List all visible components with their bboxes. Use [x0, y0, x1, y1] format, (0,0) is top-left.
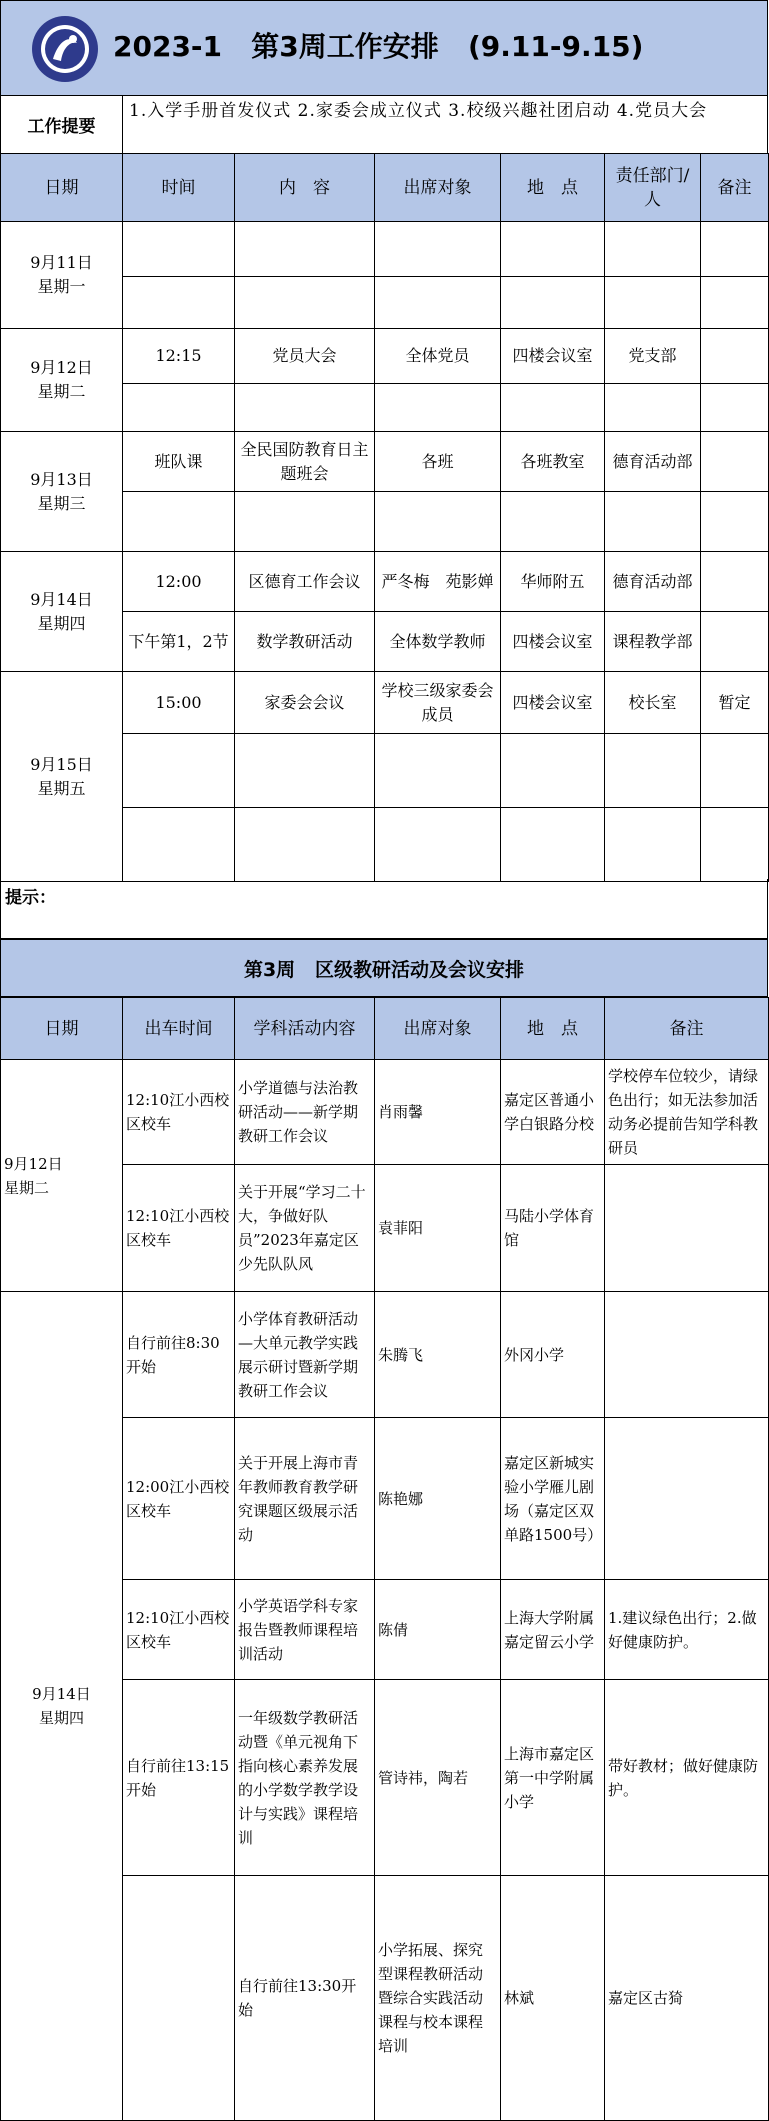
- content-cell: 小学拓展、探究型课程教研活动暨综合实践活动课程与校本课程培训: [375, 1876, 501, 2121]
- table-row: [1, 432, 769, 492]
- note-cell: 带好教材；做好健康防护。: [605, 1680, 769, 1876]
- dept-cell: 校长室: [605, 672, 701, 734]
- time-cell: 12:10江小西校区校车: [123, 1580, 235, 1680]
- col-header: 出席对象: [375, 154, 501, 222]
- note-cell: [605, 1165, 769, 1292]
- col-header: 日期: [1, 998, 123, 1060]
- table-row: [1, 1292, 769, 1418]
- table-row: [1, 222, 769, 277]
- table-row: [1, 329, 769, 384]
- attendees-cell: 严冬梅 苑影婵: [375, 552, 501, 612]
- col-header: 地 点: [501, 998, 605, 1060]
- date-cell: 9月12日 星期二: [1, 329, 123, 432]
- date-cell: 9月15日 星期五: [1, 672, 123, 882]
- location-cell: 上海大学附属嘉定留云小学: [501, 1580, 605, 1680]
- attendees-cell: 肖雨馨: [375, 1060, 501, 1165]
- note-cell: 学校停车位较少，请绿色出行；如无法参加活动务必提前告知学科教研员: [605, 1060, 769, 1165]
- location-cell: 各班教室: [501, 432, 605, 492]
- district-activities-table: [0, 997, 769, 2121]
- date-cell: 9月11日 星期一: [1, 222, 123, 329]
- location-cell: 四楼会议室: [501, 672, 605, 734]
- note-cell: 1.建议绿色出行；2.做好健康防护。: [605, 1580, 769, 1680]
- table-header-row: [1, 154, 769, 222]
- attendees-cell: 朱腾飞: [375, 1292, 501, 1418]
- content-cell: 一年级数学教研活动暨《单元视角下指向核心素养发展的小学数学教学设计与实践》课程培训: [235, 1680, 375, 1876]
- attendees-cell: 全体党员: [375, 329, 501, 384]
- time-cell: 12:00: [123, 552, 235, 612]
- table-header-row: [1, 998, 769, 1060]
- time-cell: 12:15: [123, 329, 235, 384]
- table-row: [1, 552, 769, 612]
- content-cell: 小学道德与法治教研活动——新学期教研工作会议: [235, 1060, 375, 1165]
- location-cell: 嘉定区古猗: [605, 1876, 769, 2121]
- time-cell: 自行前往13:30开始: [235, 1876, 375, 2121]
- content-cell: 关于开展“学习二十大，争做好队员”2023年嘉定区少先队队风: [235, 1165, 375, 1292]
- time-cell: 班队课: [123, 432, 235, 492]
- weekly-schedule-table: [0, 153, 769, 882]
- time-cell: 15:00: [123, 672, 235, 734]
- col-header: 责任部门/人: [605, 154, 701, 222]
- table-row: [1, 1060, 769, 1165]
- col-header: 出车时间: [123, 998, 235, 1060]
- location-cell: 嘉定区普通小学白银路分校: [501, 1060, 605, 1165]
- time-cell: 12:00江小西校区校车: [123, 1418, 235, 1580]
- table-row: [1, 672, 769, 734]
- attendees-cell: 陈倩: [375, 1580, 501, 1680]
- note-cell: 暂定: [701, 672, 769, 734]
- district-activities-title: 第3周 区级教研活动及会议安排: [0, 939, 768, 997]
- note-cell: [605, 1418, 769, 1580]
- col-header: 备注: [605, 998, 769, 1060]
- location-cell: 嘉定区新城实验小学雁儿剧场（嘉定区双单路1500号）: [501, 1418, 605, 1580]
- col-header: 出席对象: [375, 998, 501, 1060]
- location-cell: 华师附五: [501, 552, 605, 612]
- note-cell: [701, 329, 769, 384]
- dept-cell: 课程教学部: [605, 612, 701, 672]
- date-cell: 9月13日 星期三: [1, 432, 123, 552]
- dept-cell: 德育活动部: [605, 432, 701, 492]
- note-cell: [701, 432, 769, 492]
- content-cell: 小学体育教研活动—大单元教学实践展示研讨暨新学期教研工作会议: [235, 1292, 375, 1418]
- attendees-cell: 管诗祎，陶若: [375, 1680, 501, 1876]
- attendees-cell: 学校三级家委会成员: [375, 672, 501, 734]
- time-cell: 下午第1，2节: [123, 612, 235, 672]
- col-header: 学科活动内容: [235, 998, 375, 1060]
- time-cell: 自行前往13:15开始: [123, 1680, 235, 1876]
- col-header: 日期: [1, 154, 123, 222]
- note-cell: [605, 1292, 769, 1418]
- attendees-cell: 陈艳娜: [375, 1418, 501, 1580]
- note-cell: [701, 552, 769, 612]
- content-cell: 党员大会: [235, 329, 375, 384]
- time-cell: 自行前往8:30开始: [123, 1292, 235, 1418]
- title-bar: [0, 0, 768, 96]
- dept-cell: 党支部: [605, 329, 701, 384]
- location-cell: 四楼会议室: [501, 612, 605, 672]
- school-logo: [31, 15, 99, 83]
- date-cell: 9月14日 星期四: [1, 1292, 123, 2121]
- dept-cell: 德育活动部: [605, 552, 701, 612]
- col-header: 备注: [701, 154, 769, 222]
- date-cell: 9月12日 星期二: [1, 1060, 123, 1292]
- note-cell: [701, 612, 769, 672]
- content-cell: 家委会会议: [235, 672, 375, 734]
- location-cell: 马陆小学体育馆: [501, 1165, 605, 1292]
- summary-label: 工作提要: [1, 96, 123, 153]
- attendees-cell: 各班: [375, 432, 501, 492]
- content-cell: 小学英语学科专家报告暨教师课程培训活动: [235, 1580, 375, 1680]
- attendees-cell: 袁菲阳: [375, 1165, 501, 1292]
- time-cell: 12:10江小西校区校车: [123, 1060, 235, 1165]
- time-cell: 12:10江小西校区校车: [123, 1165, 235, 1292]
- content-cell: 数学教研活动: [235, 612, 375, 672]
- page-title: 2023-1 第3周工作安排 (9.11-9.15): [113, 30, 644, 63]
- location-cell: 外冈小学: [501, 1292, 605, 1418]
- attendees-cell: 全体数学教师: [375, 612, 501, 672]
- col-header: 地 点: [501, 154, 605, 222]
- location-cell: 上海市嘉定区第一中学附属小学: [501, 1680, 605, 1876]
- col-header: 内 容: [235, 154, 375, 222]
- content-cell: 关于开展上海市青年教师教育教学研究课题区级展示活动: [235, 1418, 375, 1580]
- col-header: 时间: [123, 154, 235, 222]
- location-cell: 四楼会议室: [501, 329, 605, 384]
- attendees-cell: 林斌: [501, 1876, 605, 2121]
- summary-text: 1.入学手册首发仪式 2.家委会成立仪式 3.校级兴趣社团启动 4.党员大会: [129, 101, 708, 121]
- work-summary: [0, 96, 768, 154]
- date-cell: 9月14日 星期四: [1, 552, 123, 672]
- tip-row: 提示：: [0, 879, 768, 939]
- date-cell-continued: [123, 1876, 235, 2121]
- content-cell: 区德育工作会议: [235, 552, 375, 612]
- content-cell: 全民国防教育日主题班会: [235, 432, 375, 492]
